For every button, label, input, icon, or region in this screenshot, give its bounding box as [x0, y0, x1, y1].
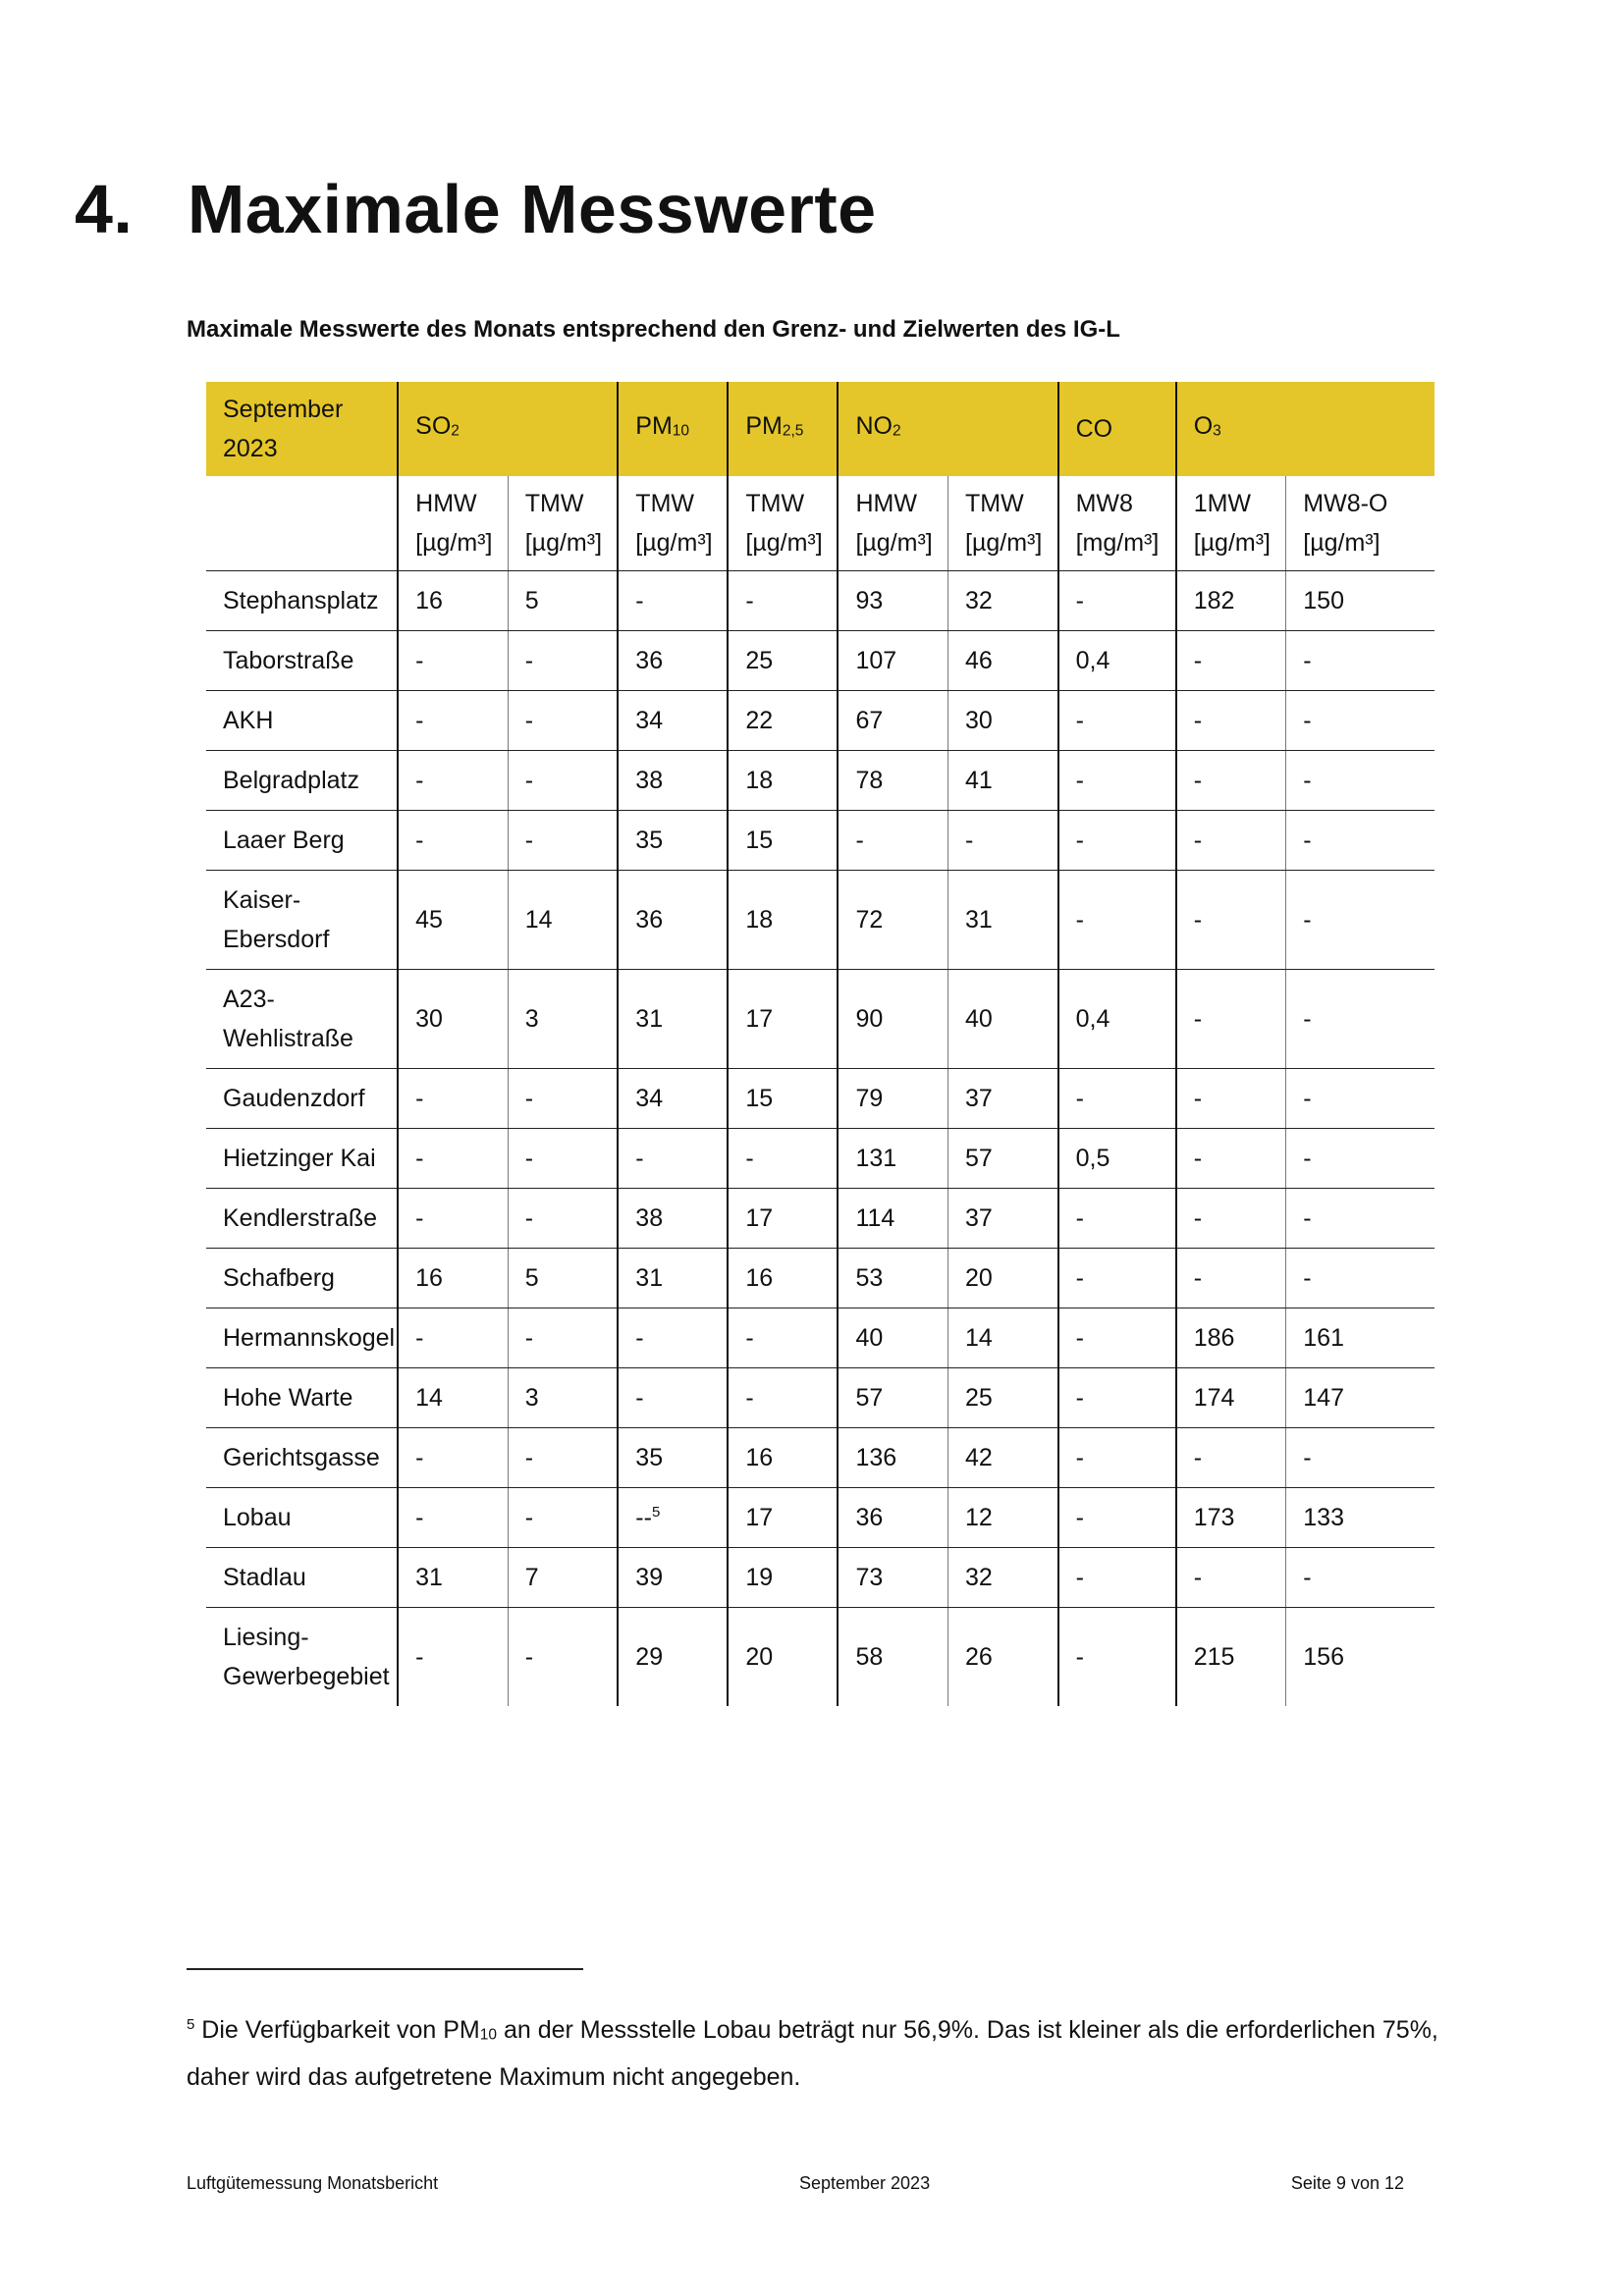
value-cell: 31 — [948, 871, 1058, 970]
value-cell: - — [1058, 1069, 1176, 1129]
value-cell: - — [1176, 871, 1286, 970]
value-cell: - — [398, 811, 508, 871]
value-cell: 0,5 — [1058, 1129, 1176, 1189]
value-cell: 150 — [1286, 571, 1435, 631]
value-cell: - — [1058, 1428, 1176, 1488]
metric-unit: [µg/m³] — [1193, 529, 1271, 557]
pollutant-header-row — [206, 382, 1435, 476]
value-cell: 16 — [728, 1249, 838, 1308]
table-row — [206, 631, 1435, 691]
value-cell: - — [508, 1488, 618, 1548]
value-cell: - — [1286, 1249, 1435, 1308]
unit-header-cell — [948, 476, 1058, 571]
footer-month: September 2023 — [798, 2173, 931, 2193]
value-cell: 31 — [618, 970, 728, 1069]
value-cell: 3 — [508, 970, 618, 1069]
value-cell: 20 — [728, 1608, 838, 1707]
footer-report-title: Luftgütemessung Monatsbericht — [187, 2173, 439, 2193]
value-cell: 20 — [948, 1249, 1058, 1308]
unit-header-cell — [1286, 476, 1435, 571]
value-cell: 173 — [1176, 1488, 1286, 1548]
station-name: Hermannskogel — [206, 1308, 398, 1368]
station-name: Liesing- Gewerbegebiet — [223, 1624, 390, 1690]
value-cell: 156 — [1286, 1608, 1435, 1707]
value-cell: - — [1176, 811, 1286, 871]
value-cell: - — [398, 631, 508, 691]
metric-name: 1MW — [1193, 490, 1252, 517]
value-cell: 34 — [618, 1069, 728, 1129]
value-cell: 114 — [838, 1189, 947, 1249]
value-cell: - — [838, 811, 947, 871]
value-cell: 57 — [948, 1129, 1058, 1189]
year-label: 2023 — [223, 435, 278, 462]
footnote-mark: 5 — [187, 2016, 195, 2033]
metric-unit: [µg/m³] — [1303, 529, 1380, 557]
value-cell: - — [1058, 691, 1176, 751]
table-row — [206, 571, 1435, 631]
pollutant-so2: $SO_2$ — [398, 382, 618, 476]
station-name: Hietzinger Kai — [206, 1129, 398, 1189]
pollutant-o3: $O_3$ — [1176, 382, 1435, 476]
value-cell: 215 — [1176, 1608, 1286, 1707]
value-cell: 19 — [728, 1548, 838, 1608]
unit-header-cell — [508, 476, 618, 571]
value-cell: - — [508, 811, 618, 871]
metric-unit: [µg/m³] — [965, 529, 1043, 557]
value-cell: - — [1058, 811, 1176, 871]
value-cell: - — [618, 1129, 728, 1189]
value-cell: - — [508, 1129, 618, 1189]
station-name: Gaudenzdorf — [206, 1069, 398, 1129]
value-cell: - — [1286, 811, 1435, 871]
value-cell: 53 — [838, 1249, 947, 1308]
value-cell: 31 — [398, 1548, 508, 1608]
value-cell: 36 — [618, 871, 728, 970]
station-name: A23- Wehlistraße — [206, 970, 398, 1069]
table-row — [206, 751, 1435, 811]
value-cell: - — [1176, 1069, 1286, 1129]
station-name: Hohe Warte — [206, 1368, 398, 1428]
value-cell: 32 — [948, 1548, 1058, 1608]
table-row — [206, 1189, 1435, 1249]
value-cell: 161 — [1286, 1308, 1435, 1368]
value-cell: 39 — [618, 1548, 728, 1608]
table-row — [206, 1608, 1435, 1707]
value-cell: - — [1176, 1428, 1286, 1488]
value-cell: 18 — [728, 871, 838, 970]
value-cell: 38 — [618, 1189, 728, 1249]
value-cell: 182 — [1176, 571, 1286, 631]
table-row — [206, 1129, 1435, 1189]
value-cell: 14 — [398, 1368, 508, 1428]
value-cell: - — [1286, 1069, 1435, 1129]
value-cell: 107 — [838, 631, 947, 691]
value-cell: - — [508, 691, 618, 751]
footnote: $^5$ Die Verfügbarkeit von $PM_{10}$ an der Messstelle Lobau beträgt nur 56,9%. Das ist kleiner als die erforderlichen 75%, daher wird das aufgetretene Maximum nicht angegeben. — [187, 2016, 1438, 2091]
value-cell: - — [728, 1368, 838, 1428]
value-cell: - — [728, 1129, 838, 1189]
table-row — [206, 1488, 1435, 1548]
value-cell: 79 — [838, 1069, 947, 1129]
station-name: Gerichtsgasse — [206, 1428, 398, 1488]
value-cell: 42 — [948, 1428, 1058, 1488]
value-cell: 58 — [838, 1608, 947, 1707]
metric-name: TMW — [635, 490, 694, 517]
value-cell: - — [948, 811, 1058, 871]
value-cell: - — [1286, 871, 1435, 970]
value-cell: - — [398, 751, 508, 811]
value-cell: 36 — [838, 1488, 947, 1548]
value-cell: 45 — [398, 871, 508, 970]
unit-header-cell — [838, 476, 947, 571]
metric-name: HMW — [855, 490, 917, 517]
value-cell: - — [1286, 970, 1435, 1069]
value-cell: - — [1286, 1189, 1435, 1249]
value-cell: - — [1058, 751, 1176, 811]
metric-unit: [µg/m³] — [635, 529, 713, 557]
value-cell: - — [398, 1129, 508, 1189]
value-cell: 26 — [948, 1608, 1058, 1707]
metric-unit: [µg/m³] — [524, 529, 603, 557]
value-cell: - — [508, 751, 618, 811]
value-cell: - — [1058, 1488, 1176, 1548]
unit-header-cell — [1176, 476, 1286, 571]
value-cell: 174 — [1176, 1368, 1286, 1428]
station-name: Taborstraße — [206, 631, 398, 691]
value-cell: - — [1058, 1308, 1176, 1368]
pollutant-no2: $NO_2$ — [838, 382, 1057, 476]
pollutant-co: CO — [1058, 382, 1176, 476]
value-cell: 40 — [838, 1308, 947, 1368]
metric-name: TMW — [524, 490, 584, 517]
value-cell: 78 — [838, 751, 947, 811]
value-cell: 18 — [728, 751, 838, 811]
section-number: 4. — [75, 171, 134, 247]
value-cell: - — [1176, 691, 1286, 751]
station-name: Stadlau — [206, 1548, 398, 1608]
value-cell: 136 — [838, 1428, 947, 1488]
value-cell: 67 — [838, 691, 947, 751]
value-cell: - — [398, 1488, 508, 1548]
station-name: Stephansplatz — [206, 571, 398, 631]
value-cell: - — [398, 1069, 508, 1129]
metric-name: MW8-O — [1303, 490, 1388, 517]
value-cell: 131 — [838, 1129, 947, 1189]
value-cell: 16 — [728, 1428, 838, 1488]
unit-header-cell — [1058, 476, 1176, 571]
value-cell: - — [398, 1189, 508, 1249]
value-cell: 46 — [948, 631, 1058, 691]
value-cell: 16 — [398, 571, 508, 631]
value-cell: 14 — [508, 871, 618, 970]
value-cell: - — [1286, 751, 1435, 811]
value-cell: 72 — [838, 871, 947, 970]
value-cell: 17 — [728, 1488, 838, 1548]
value-cell: 30 — [398, 970, 508, 1069]
value-cell: 0,4 — [1058, 970, 1176, 1069]
value-cell: - — [1286, 1548, 1435, 1608]
value-cell: - — [618, 1368, 728, 1428]
value-cell: 25 — [948, 1368, 1058, 1428]
value-cell: - — [508, 1608, 618, 1707]
metric-unit: [mg/m³] — [1075, 529, 1160, 557]
value-cell: - — [1176, 1249, 1286, 1308]
value-cell: - — [398, 691, 508, 751]
station-name: Kaiser- Ebersdorf — [206, 871, 398, 970]
value-cell: - — [1176, 1129, 1286, 1189]
value-cell: - — [728, 1308, 838, 1368]
value-cell: 31 — [618, 1249, 728, 1308]
pollutant-pm10: $PM_{10}$ — [618, 382, 728, 476]
table-row — [206, 871, 1435, 970]
metric-unit: [µg/m³] — [745, 529, 823, 557]
max-values-table — [206, 382, 1435, 1706]
metric-name: MW8 — [1075, 490, 1133, 517]
station-name: Laaer Berg — [206, 811, 398, 871]
value-cell: - — [398, 1308, 508, 1368]
station-name: Belgradplatz — [206, 751, 398, 811]
value-cell: 29 — [618, 1608, 728, 1707]
station-name: Schafberg — [206, 1249, 398, 1308]
value-cell: 34 — [618, 691, 728, 751]
value-cell: - — [1286, 1428, 1435, 1488]
value-cell: - — [1176, 1189, 1286, 1249]
section-heading — [75, 171, 877, 247]
value-cell: 57 — [838, 1368, 947, 1428]
value-cell: - — [1058, 1249, 1176, 1308]
value-cell: 17 — [728, 1189, 838, 1249]
value-cell: 0,4 — [1058, 631, 1176, 691]
station-name: Lobau — [206, 1488, 398, 1548]
value-cell: - — [1058, 1548, 1176, 1608]
value-cell: 12 — [948, 1488, 1058, 1548]
value-cell: - — [1058, 1368, 1176, 1428]
value-cell: 5 — [508, 1249, 618, 1308]
value-cell: - — [508, 1189, 618, 1249]
unit-header-row — [206, 476, 1435, 571]
value-cell: 25 — [728, 631, 838, 691]
value-cell: 37 — [948, 1189, 1058, 1249]
value-cell: - — [508, 1308, 618, 1368]
value-cell: 5 — [508, 571, 618, 631]
table-row — [206, 691, 1435, 751]
metric-unit: [µg/m³] — [415, 529, 493, 557]
value-cell: 30 — [948, 691, 1058, 751]
value-cell: 40 — [948, 970, 1058, 1069]
value-cell: 90 — [838, 970, 947, 1069]
value-cell: - — [508, 1428, 618, 1488]
station-name: AKH — [206, 691, 398, 751]
value-cell: - — [618, 1308, 728, 1368]
value-cell: 15 — [728, 811, 838, 871]
unit-header-cell — [398, 476, 508, 571]
table-row — [206, 970, 1435, 1069]
value-cell: - — [1176, 751, 1286, 811]
value-cell: 147 — [1286, 1368, 1435, 1428]
value-cell: - — [1058, 1608, 1176, 1707]
value-cell: - — [1058, 1189, 1176, 1249]
value-cell: 186 — [1176, 1308, 1286, 1368]
table-row — [206, 1308, 1435, 1368]
value-cell: - — [1176, 1548, 1286, 1608]
value-cell: 22 — [728, 691, 838, 751]
value-cell: - — [1176, 970, 1286, 1069]
table-caption: Maximale Messwerte des Monats entsprechend den Grenz- und Zielwerten des IG-L — [187, 316, 1120, 343]
value-cell: 7 — [508, 1548, 618, 1608]
value-cell: 37 — [948, 1069, 1058, 1129]
value-cell: 133 — [1286, 1488, 1435, 1548]
value-cell: 32 — [948, 571, 1058, 631]
value-cell: - — [398, 1428, 508, 1488]
month-label: September — [223, 396, 344, 423]
metric-name: TMW — [965, 490, 1024, 517]
value-cell: - — [728, 571, 838, 631]
value-cell: - — [508, 1069, 618, 1129]
metric-name: HMW — [415, 490, 477, 517]
metric-unit: [µg/m³] — [855, 529, 933, 557]
value-cell: - — [508, 631, 618, 691]
value-cell: 35 — [618, 811, 728, 871]
value-cell: 15 — [728, 1069, 838, 1129]
value-cell: - — [618, 571, 728, 631]
value-cell: 38 — [618, 751, 728, 811]
value-cell: 17 — [728, 970, 838, 1069]
value-cell: - — [1058, 571, 1176, 631]
unit-header-cell — [728, 476, 838, 571]
value-cell: 41 — [948, 751, 1058, 811]
value-cell: - — [1176, 631, 1286, 691]
value-cell: - — [1286, 691, 1435, 751]
value-cell: 14 — [948, 1308, 1058, 1368]
table-row — [206, 811, 1435, 871]
section-title: Maximale Messwerte — [188, 171, 877, 247]
table-row — [206, 1368, 1435, 1428]
value-cell: --$^5$ — [618, 1488, 728, 1548]
value-cell: 16 — [398, 1249, 508, 1308]
table-row — [206, 1249, 1435, 1308]
value-cell: - — [398, 1608, 508, 1707]
metric-name: TMW — [745, 490, 805, 517]
value-cell: 73 — [838, 1548, 947, 1608]
value-cell: 3 — [508, 1368, 618, 1428]
value-cell: 93 — [838, 571, 947, 631]
page-footer — [187, 2173, 1404, 2194]
unit-corner-cell — [206, 476, 398, 571]
value-cell: - — [1286, 1129, 1435, 1189]
footer-page-number: Seite 9 von 12 — [1290, 2173, 1404, 2193]
footnote-divider — [187, 1968, 583, 1970]
pollutant-pm25: $PM_{2,5}$ — [728, 382, 838, 476]
value-cell: - — [1286, 631, 1435, 691]
station-name: Kendlerstraße — [206, 1189, 398, 1249]
value-cell: - — [1058, 871, 1176, 970]
value-cell: 36 — [618, 631, 728, 691]
value-cell: 35 — [618, 1428, 728, 1488]
unit-header-cell — [618, 476, 728, 571]
footnote-reference: 5 — [651, 1504, 661, 1521]
table-row — [206, 1069, 1435, 1129]
table-row — [206, 1548, 1435, 1608]
month-cell — [206, 382, 398, 476]
table-row — [206, 1428, 1435, 1488]
